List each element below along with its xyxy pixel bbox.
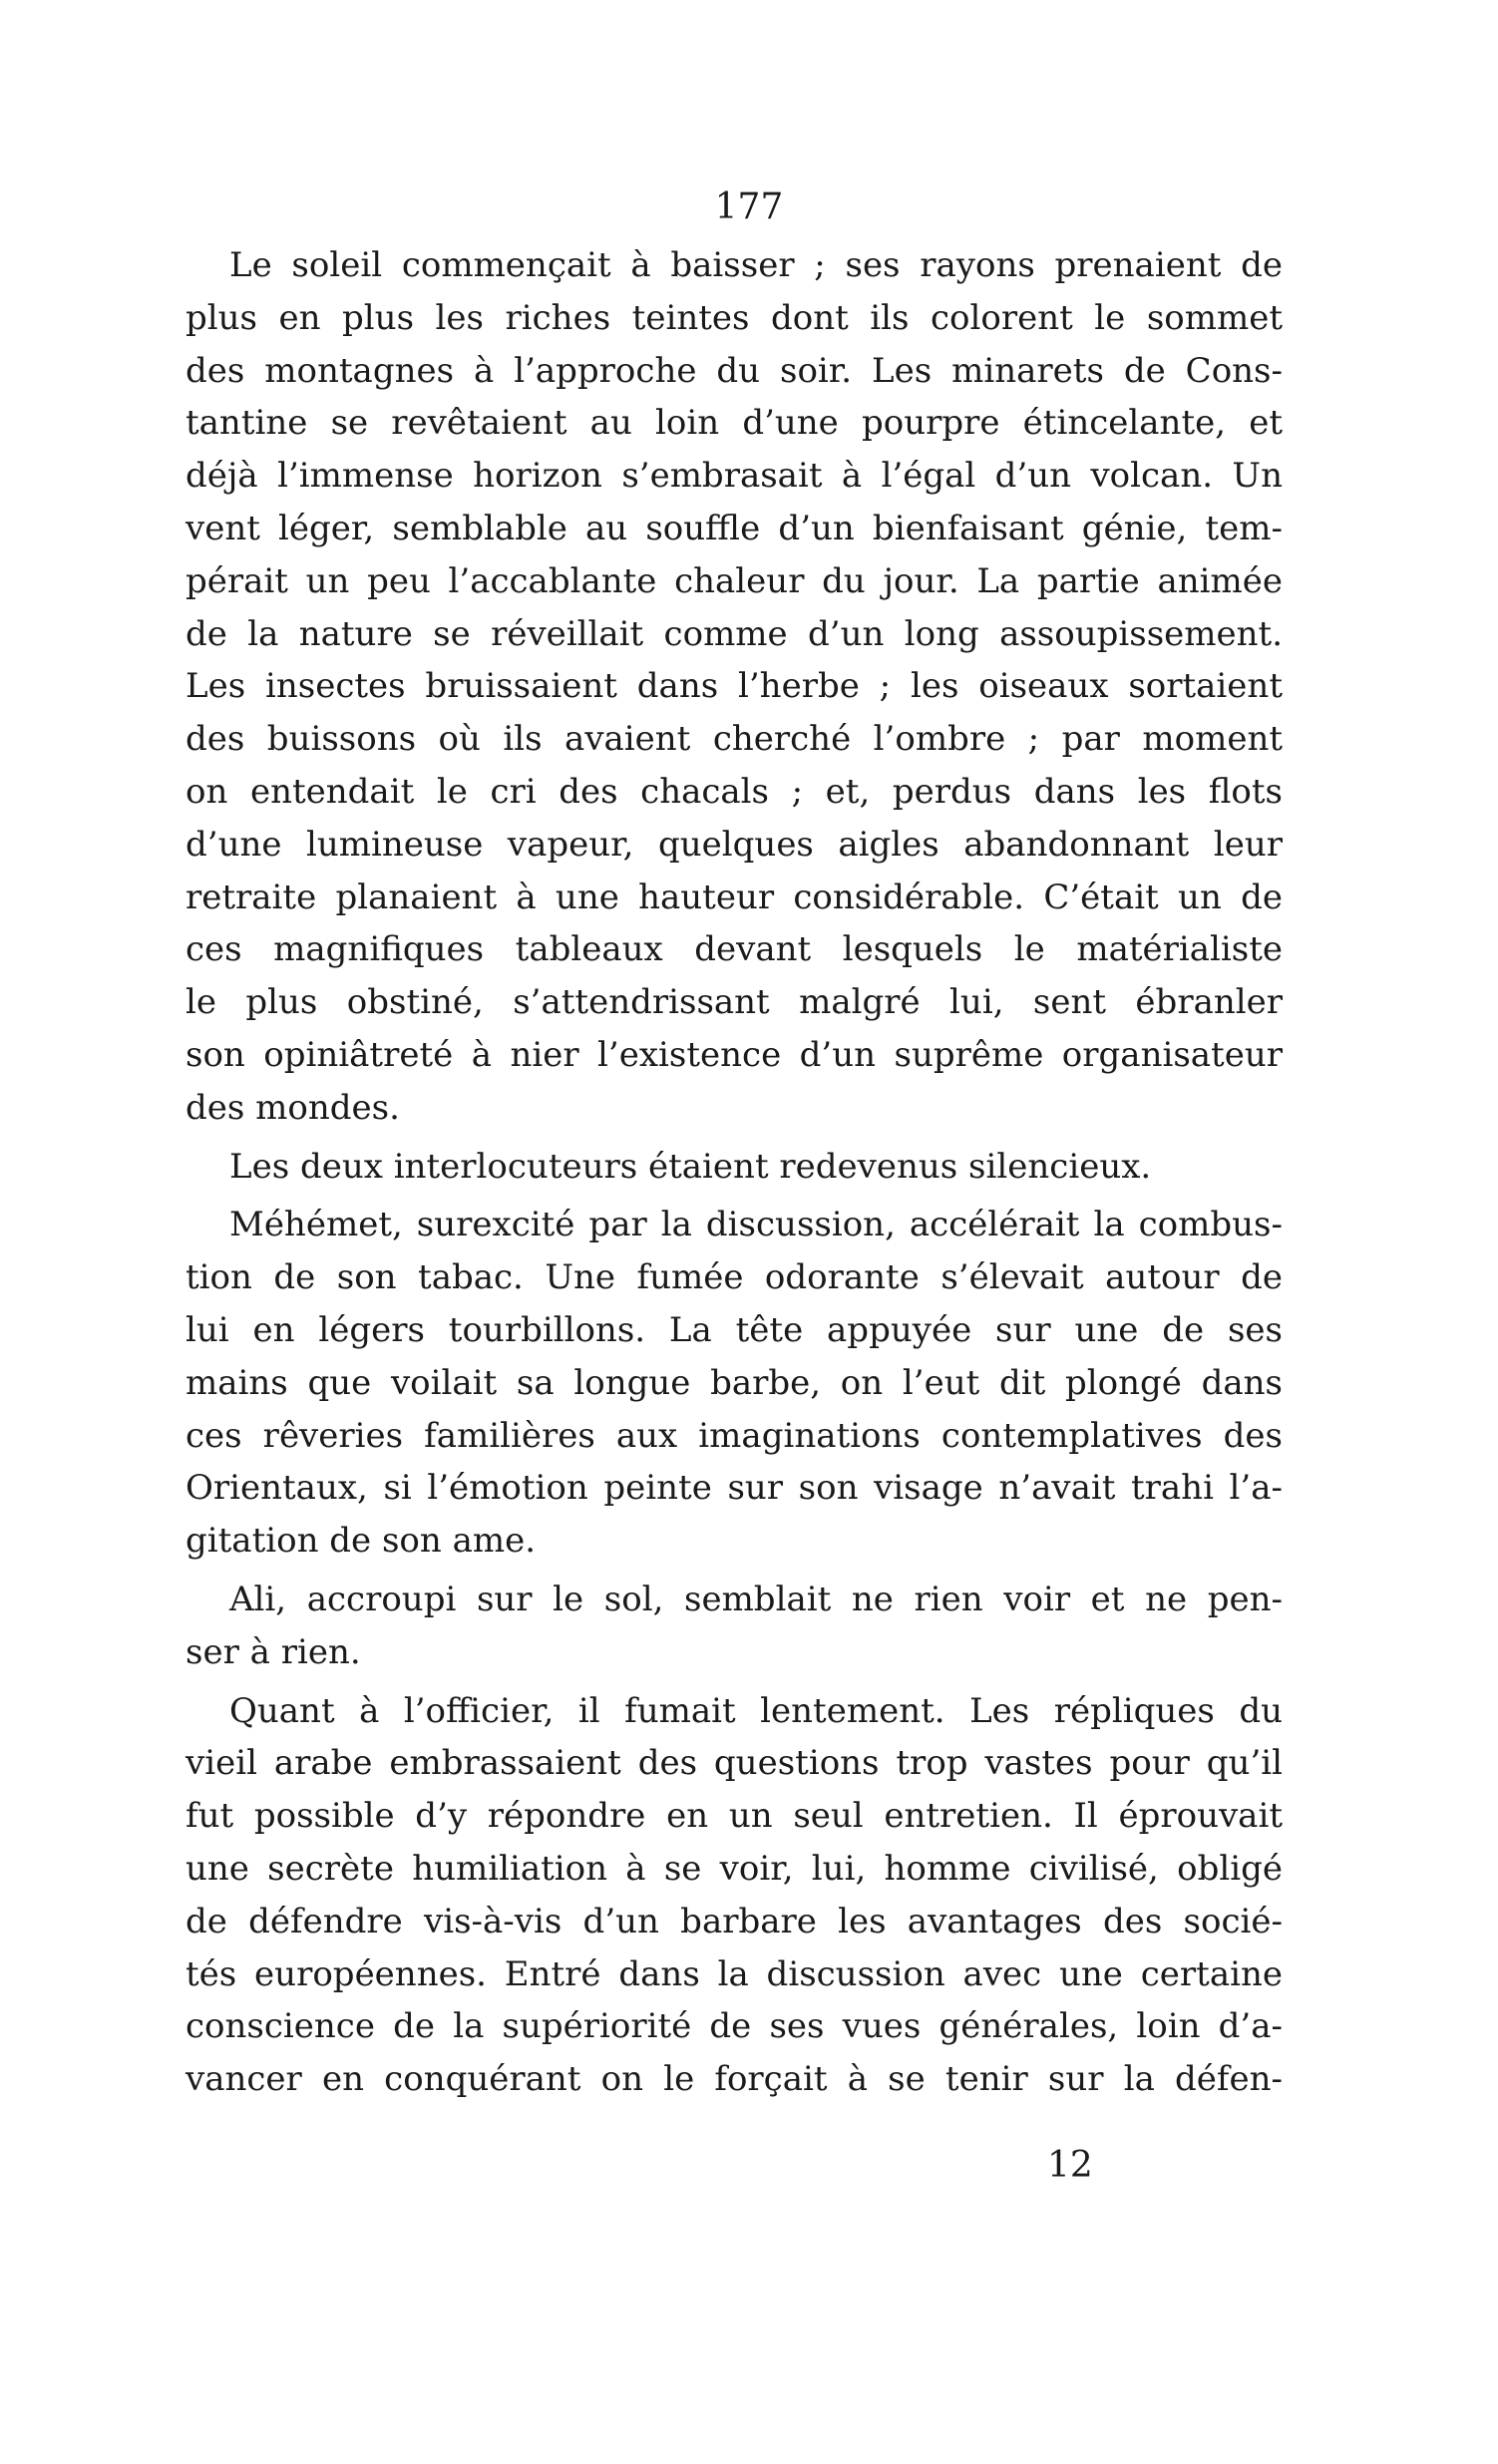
text-line: de défendre vis-à-vis d’un barbare les avantages des socié- bbox=[186, 1901, 1283, 1941]
body-text bbox=[186, 239, 1283, 2106]
text-line: Les deux interlocuteurs étaient redevenus silencieux. bbox=[229, 1146, 1152, 1187]
text-line: vieil arabe embrassaient des questions trop vastes pour qu’il bbox=[186, 1743, 1283, 1784]
paragraph bbox=[186, 1685, 1283, 2106]
text-line: Le soleil commençait à baisser ; ses rayons prenaient de bbox=[229, 245, 1283, 285]
text-line: de la nature se réveillait comme d’un long assoupissement. bbox=[186, 613, 1283, 654]
text-line: on entendait le cri des chacals ; et, perdus dans les flots bbox=[186, 771, 1283, 812]
text-line: Méhémet, surexcité par la discussion, accélérait la combus- bbox=[229, 1205, 1283, 1245]
text-line: gitation de son ame. bbox=[186, 1521, 537, 1562]
paragraph bbox=[186, 1199, 1283, 1568]
paragraph bbox=[186, 239, 1283, 1135]
text-line: ces magnifiques tableaux devant lesquels le matérialiste bbox=[186, 929, 1283, 970]
text-line: tantine se revêtaient au loin d’une pourpre étincelante, et bbox=[186, 403, 1283, 444]
page-number: 177 bbox=[714, 186, 784, 227]
text-line: Ali, accroupi sur le sol, semblait ne rien voir et ne pen- bbox=[229, 1579, 1283, 1619]
text-line: plus en plus les riches teintes dont ils colorent le sommet bbox=[186, 297, 1283, 338]
signature-mark: 12 bbox=[1047, 2145, 1093, 2186]
text-line: des montagnes à l’approche du soir. Les minarets de Cons- bbox=[186, 350, 1283, 391]
text-line: vent léger, semblable au souffle d’un bienfaisant génie, tem- bbox=[186, 508, 1283, 548]
text-line: lui en légers tourbillons. La tête appuyée sur une de ses bbox=[186, 1309, 1283, 1350]
text-line: Quant à l’officier, il fumait lentement. Les répliques du bbox=[229, 1690, 1283, 1731]
text-line: déjà l’immense horizon s’embrasait à l’égal d’un volcan. Un bbox=[186, 456, 1283, 497]
text-line: pérait un peu l’accablante chaleur du jour. La partie animée bbox=[186, 560, 1283, 601]
text-line: Orientaux, si l’émotion peinte sur son visage n’avait trahi l’a- bbox=[186, 1468, 1283, 1509]
text-line: conscience de la supériorité de ses vues générales, loin d’a- bbox=[186, 2006, 1283, 2047]
text-line: fut possible d’y répondre en un seul entretien. Il éprouvait bbox=[186, 1796, 1283, 1837]
text-line: son opiniâtreté à nier l’existence d’un suprême organisateur bbox=[186, 1034, 1283, 1075]
text-line: mains que voilait sa longue barbe, on l’eut dit plongé dans bbox=[186, 1362, 1283, 1403]
text-line: tés européennes. Entré dans la discussion avec une certaine bbox=[186, 1953, 1283, 1994]
text-line: le plus obstiné, s’attendrissant malgré lui, sent ébranler bbox=[186, 982, 1283, 1023]
text-line: une secrète humiliation à se voir, lui, homme civilisé, obligé bbox=[186, 1848, 1283, 1889]
text-line: des buissons où ils avaient cherché l’ombre ; par moment bbox=[186, 719, 1283, 760]
text-line: retraite planaient à une hauteur considérable. C’était un de bbox=[186, 877, 1283, 917]
text-line: vancer en conquérant on le forçait à se tenir sur la défen- bbox=[186, 2059, 1283, 2100]
paragraph bbox=[186, 1574, 1283, 1679]
text-line: tion de son tabac. Une fumée odorante s’élevait autour de bbox=[186, 1257, 1283, 1298]
text-line: ces rêveries familières aux imaginations contemplatives des bbox=[186, 1415, 1283, 1456]
text-line: ser à rien. bbox=[186, 1631, 361, 1672]
paragraph bbox=[186, 1141, 1283, 1194]
text-line: Les insectes bruissaient dans l’herbe ; les oiseaux sortaient bbox=[186, 666, 1283, 707]
text-line: d’une lumineuse vapeur, quelques aigles abandonnant leur bbox=[186, 824, 1283, 865]
text-line: des mondes. bbox=[186, 1087, 400, 1128]
